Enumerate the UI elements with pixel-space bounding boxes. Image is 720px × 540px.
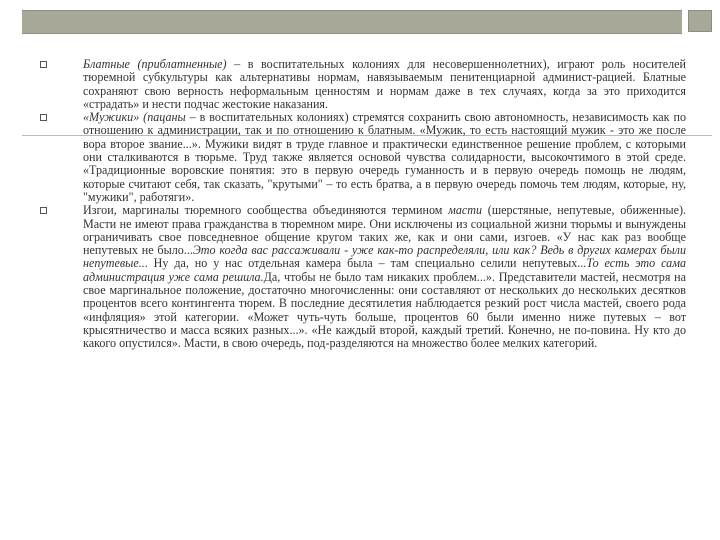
text-run: масти — [448, 203, 483, 218]
bullet-item-muzhiki — [40, 111, 686, 204]
header-bar — [22, 10, 682, 34]
header-corner-square — [688, 10, 712, 32]
paragraph-text — [83, 110, 686, 204]
paragraph-text — [83, 57, 686, 111]
text-run: Да, чтобы не было там никаких проблем...». Представители мастей, несмотря на свое маргинальное положение, достаточно многочисленны: они составляют от нескольких до нескольких десятков процентов всего контингента тюрем. В последние десятилетия наблюдается резкий рост числа мастей, своего рода «инфляция» этой категории. «Может чуть-чуть больше, процентов 60 были именно ниже путевых – вот крысятничество и масса всяких разных...». «Не каждый второй, каждый третий. Конечно, не по-повина. Ну кто до какого опустился». Масти, в свою очередь, под-разделяются на множество более мелких категорий. — [83, 269, 686, 351]
paragraph-text — [83, 203, 686, 350]
square-bullet-icon — [40, 207, 47, 214]
square-bullet-icon — [40, 114, 47, 121]
text-run: (шерстяные, непутевые, обиженные). Масти не имеют права гражданства в тюремном мире. Они исключены из социальной жизни тюрьмы и вынуждены ограничивать свое повседневное общение кругом таких же, как и они сами, изгоев. «У нас как раз вообще непутевых не было... — [83, 203, 686, 258]
text-run: Изгои, маргиналы тюремного сообщества объединяются термином — [83, 203, 449, 218]
text-run: . Ну да, но у нас отдельная камера была – там специально селили непутевых... — [144, 256, 587, 271]
text-run: То есть это сама администрация уже сама решила. — [83, 256, 686, 284]
square-bullet-icon — [40, 61, 47, 68]
text-run: «Мужики» (пацаны — [83, 110, 186, 125]
bullet-list — [40, 58, 686, 351]
bullet-item-masti — [40, 204, 686, 350]
text-run: Блатные (приблатненные) — [83, 57, 227, 71]
text-run: Это когда вас рассаживали - уже как-то распределяли, или как? Ведь в других камерах были непутевые.. — [83, 243, 687, 271]
text-run: – в воспитательных колониях для несовершеннолетних), играют роль носителей тюремной субкультуры как альтернативы нормам, навязываемым пенитенциарной админист-рацией. Блатные сохраняют свою верность неформальным ценностям и нормам даже в тех случаях, когда за это приходится «страдать» и нести подчас жестокие наказания. — [83, 57, 686, 111]
text-run: – в воспитательных колониях) стремятся сохранить свою автономность, независимость как по отношению к администрации, так и по отношению к блатным. «Мужик, то есть настоящий мужик - это же после вора второе звание...». Мужики видят в труде главное и практически единственное решение проблем, с которыми они сталкиваются в тюрьме. Труд также является основой чувства солидарности, высокочтимого в этой среде. «Традиционные воровские понятия: это в первую очередь гуманность и в первую очередь помощь не людям, которые считают себя, так сказать, "крутыми" – то есть братва, а в первую очередь помочь тем людям, которые, ну, "мужики", работяги». — [83, 110, 686, 204]
bullet-item-blatnye — [40, 58, 686, 111]
